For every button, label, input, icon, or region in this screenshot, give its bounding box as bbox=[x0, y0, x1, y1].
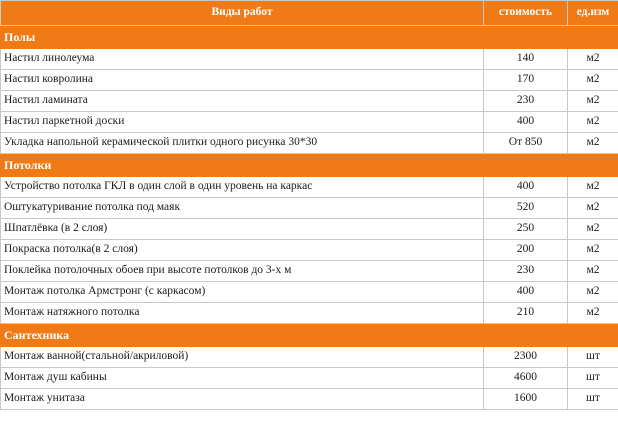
price-cell: 400 bbox=[484, 112, 568, 133]
work-name-cell: Монтаж ванной(стальной/акриловой) bbox=[1, 347, 484, 368]
work-name-cell: Поклейка потолочных обоев при высоте потолков до 3-х м bbox=[1, 261, 484, 282]
table-row bbox=[1, 261, 618, 282]
unit-cell: м2 bbox=[568, 177, 618, 198]
price-cell: 400 bbox=[484, 282, 568, 303]
price-cell: 2300 bbox=[484, 347, 568, 368]
work-name-cell: Покраска потолка(в 2 слоя) bbox=[1, 240, 484, 261]
work-name-cell: Настил линолеума bbox=[1, 49, 484, 70]
price-cell: 1600 bbox=[484, 389, 568, 410]
unit-cell: м2 bbox=[568, 112, 618, 133]
work-name-cell: Монтаж натяжного потолка bbox=[1, 303, 484, 324]
unit-cell: м2 bbox=[568, 198, 618, 219]
unit-cell: м2 bbox=[568, 133, 618, 154]
table-row bbox=[1, 389, 618, 410]
price-cell: 4600 bbox=[484, 368, 568, 389]
price-cell: 200 bbox=[484, 240, 568, 261]
header-unit: ед.изм bbox=[568, 1, 618, 26]
section-header-row bbox=[1, 26, 618, 49]
price-cell: 230 bbox=[484, 91, 568, 112]
unit-cell: м2 bbox=[568, 303, 618, 324]
price-cell: От 850 bbox=[484, 133, 568, 154]
section-header-row bbox=[1, 154, 618, 177]
table-row bbox=[1, 91, 618, 112]
unit-cell: м2 bbox=[568, 261, 618, 282]
work-name-cell: Настил ковролина bbox=[1, 70, 484, 91]
work-name-cell: Укладка напольной керамической плитки одного рисунка 30*30 bbox=[1, 133, 484, 154]
table-row bbox=[1, 219, 618, 240]
work-name-cell: Настил паркетной доски bbox=[1, 112, 484, 133]
price-cell: 170 bbox=[484, 70, 568, 91]
header-cost: стоимость bbox=[484, 1, 568, 26]
work-name-cell: Настил ламината bbox=[1, 91, 484, 112]
unit-cell: м2 bbox=[568, 282, 618, 303]
unit-cell: м2 bbox=[568, 91, 618, 112]
price-cell: 400 bbox=[484, 177, 568, 198]
header-work-type: Виды работ bbox=[1, 1, 484, 26]
table-row bbox=[1, 347, 618, 368]
section-title: Полы bbox=[1, 26, 618, 49]
table-row bbox=[1, 368, 618, 389]
table-row bbox=[1, 49, 618, 70]
work-name-cell: Монтаж унитаза bbox=[1, 389, 484, 410]
work-name-cell: Монтаж потолка Армстронг (с каркасом) bbox=[1, 282, 484, 303]
table-row bbox=[1, 303, 618, 324]
table-row bbox=[1, 112, 618, 133]
table-row bbox=[1, 177, 618, 198]
section-title: Потолки bbox=[1, 154, 618, 177]
table-row bbox=[1, 198, 618, 219]
work-name-cell: Шпатлёвка (в 2 слоя) bbox=[1, 219, 484, 240]
price-cell: 520 bbox=[484, 198, 568, 219]
table-body bbox=[1, 26, 618, 410]
table-header-row bbox=[1, 1, 618, 26]
work-name-cell: Оштукатуривание потолка под маяк bbox=[1, 198, 484, 219]
unit-cell: м2 bbox=[568, 240, 618, 261]
work-name-cell: Монтаж душ кабины bbox=[1, 368, 484, 389]
table-row bbox=[1, 240, 618, 261]
work-name-cell: Устройство потолка ГКЛ в один слой в один уровень на каркас bbox=[1, 177, 484, 198]
table-row bbox=[1, 133, 618, 154]
price-cell: 210 bbox=[484, 303, 568, 324]
unit-cell: шт bbox=[568, 368, 618, 389]
section-title: Сантехника bbox=[1, 324, 618, 347]
unit-cell: шт bbox=[568, 389, 618, 410]
price-cell: 250 bbox=[484, 219, 568, 240]
section-header-row bbox=[1, 324, 618, 347]
table-row bbox=[1, 282, 618, 303]
unit-cell: м2 bbox=[568, 70, 618, 91]
price-cell: 230 bbox=[484, 261, 568, 282]
table-row bbox=[1, 70, 618, 91]
unit-cell: шт bbox=[568, 347, 618, 368]
unit-cell: м2 bbox=[568, 219, 618, 240]
price-cell: 140 bbox=[484, 49, 568, 70]
unit-cell: м2 bbox=[568, 49, 618, 70]
